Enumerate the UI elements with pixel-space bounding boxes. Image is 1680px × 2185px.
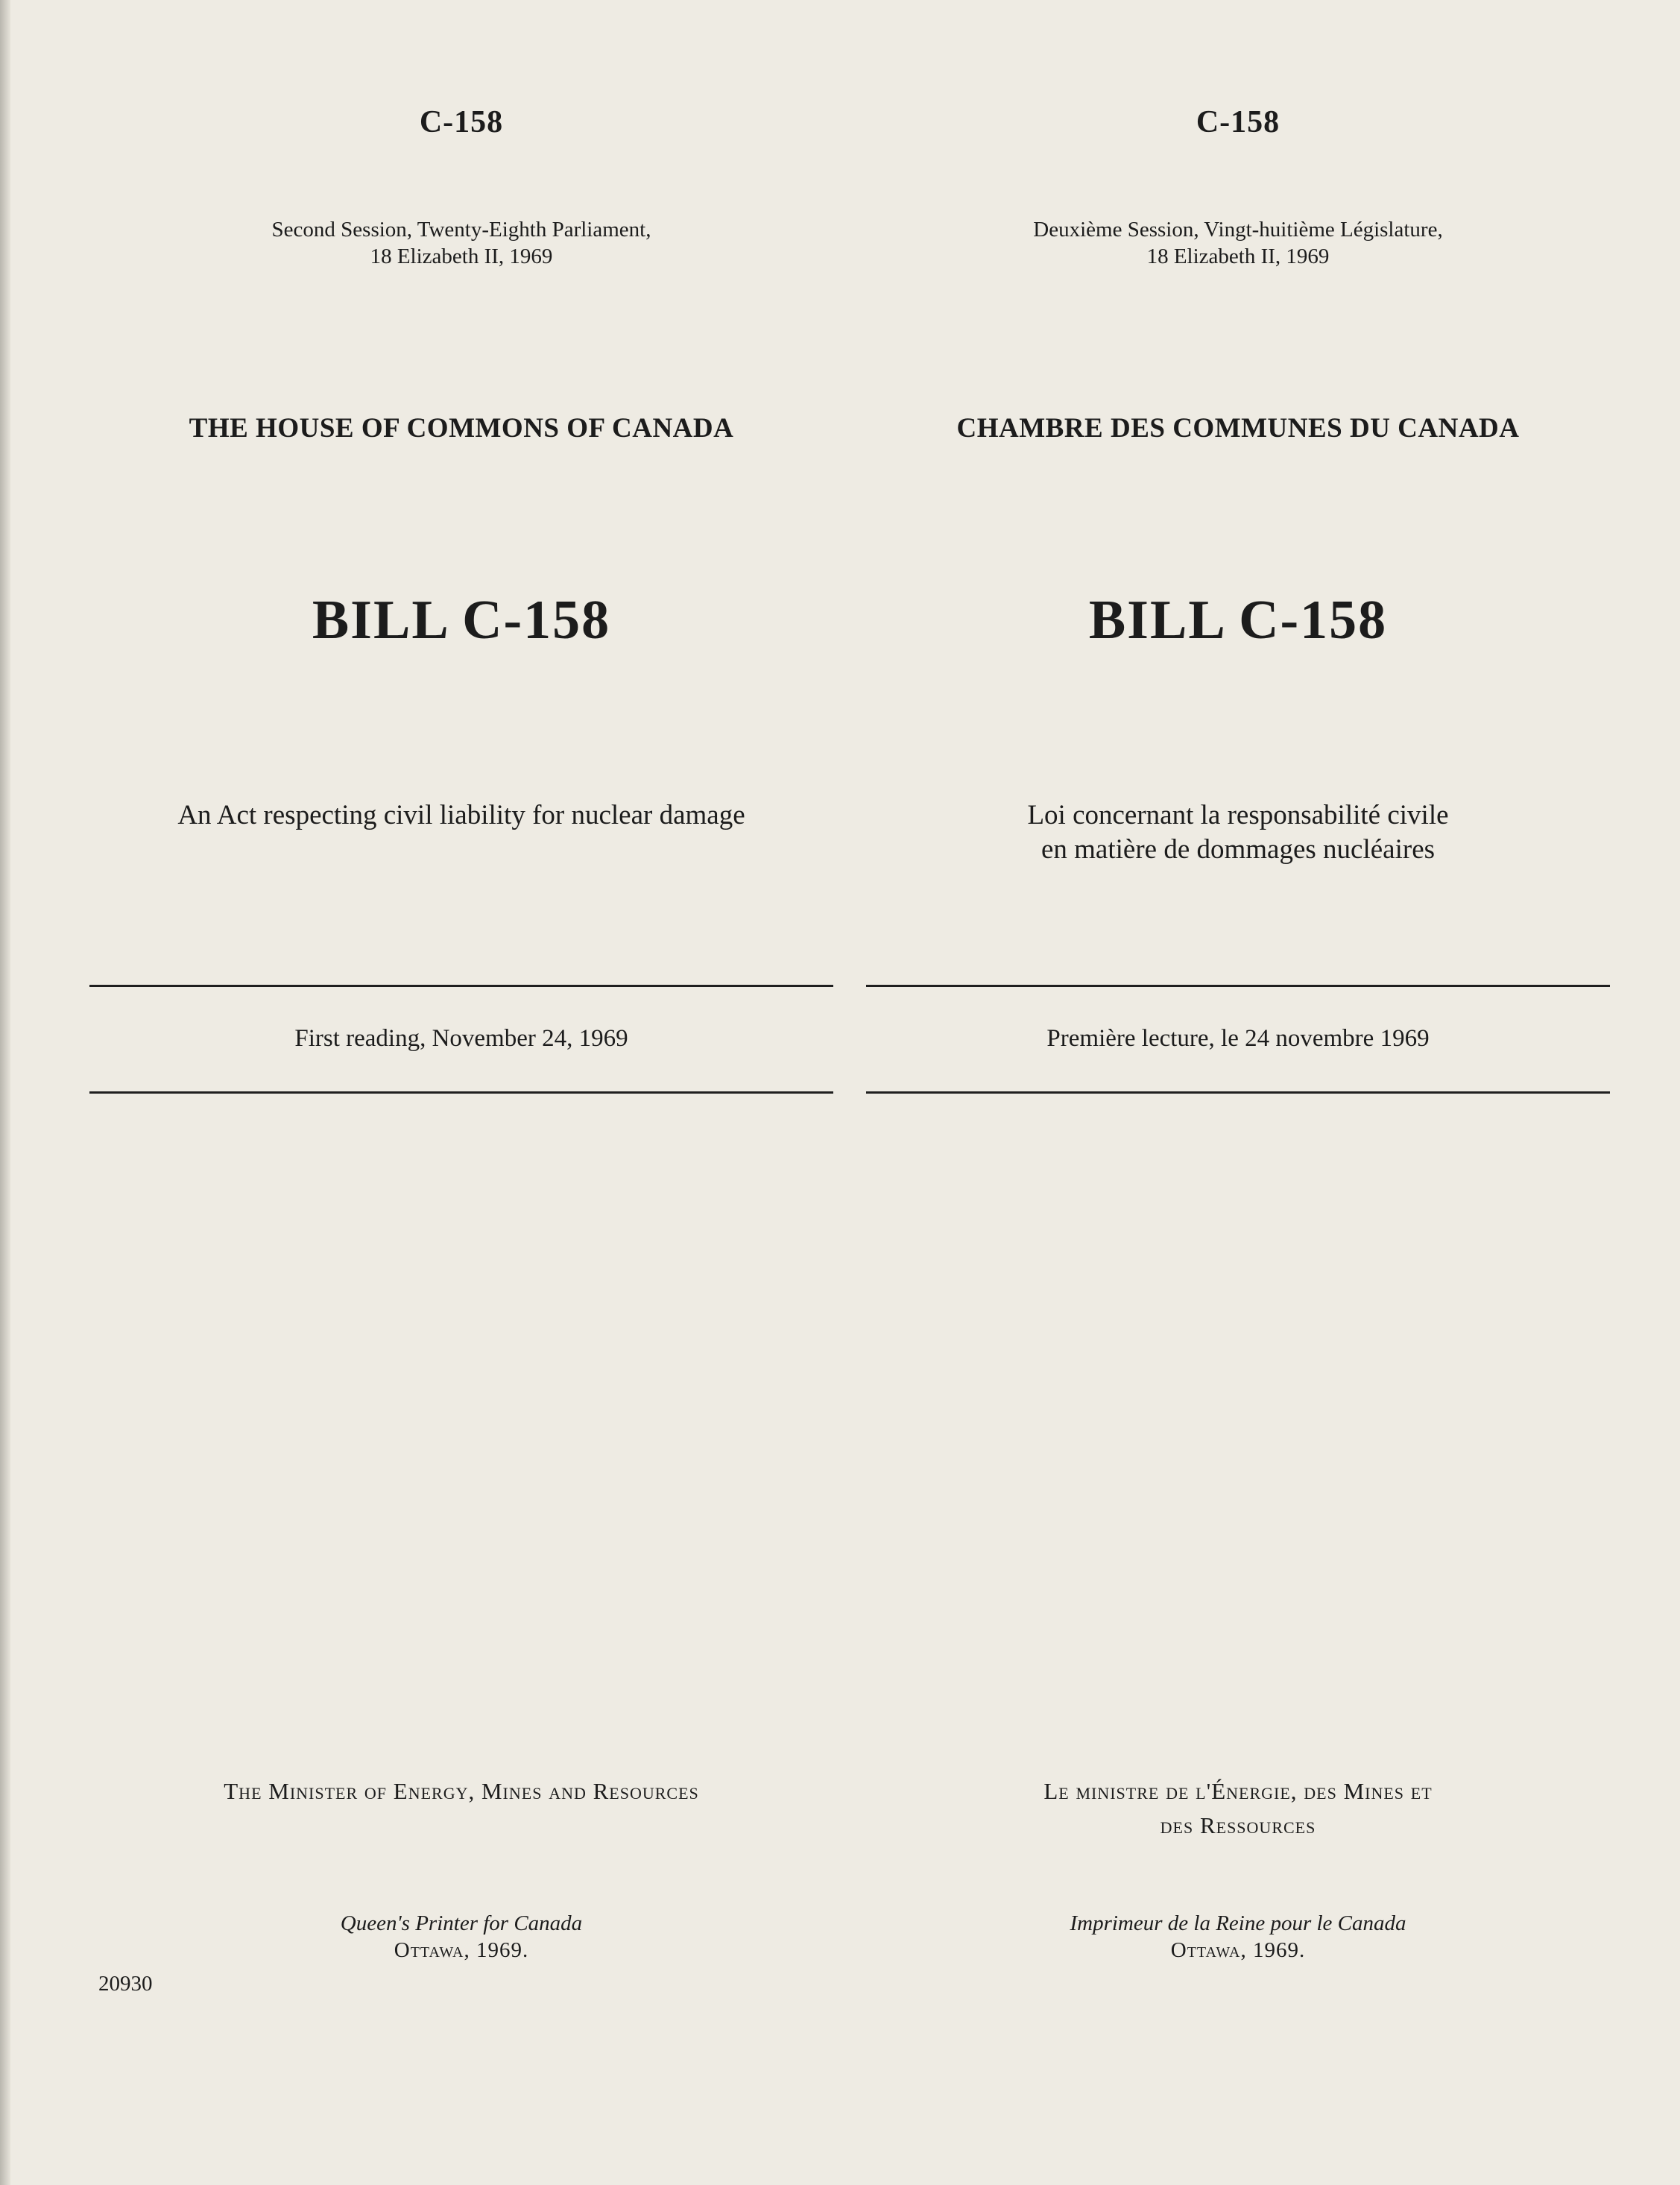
printer-name: Imprimeur de la Reine pour le Canada — [1070, 1911, 1406, 1935]
bill-code: C-158 — [1196, 105, 1280, 139]
page-edge — [0, 0, 10, 2185]
minister — [89, 1774, 833, 1809]
english-column — [89, 0, 833, 2185]
printer-place-year: Ottawa, 1969. — [394, 1938, 529, 1962]
minister-line: des Ressources — [1160, 1812, 1316, 1838]
bill-title: BILL C-158 — [312, 590, 611, 651]
first-reading: Première lecture, le 24 novembre 1969 — [1046, 1025, 1430, 1052]
session-line: Second Session, Twenty-Eighth Parliament, — [271, 218, 651, 242]
act-title-line: An Act respecting civil liability for nuclear damage — [177, 800, 745, 830]
bottom-divider — [89, 1091, 833, 1094]
session-line: Deuxième Session, Vingt-huitième Législature, — [1033, 218, 1443, 242]
document-number: 20930 — [98, 1972, 153, 1996]
first-reading: First reading, November 24, 1969 — [294, 1025, 628, 1052]
house-name: THE HOUSE OF COMMONS OF CANADA — [189, 413, 734, 444]
house-name: CHAMBRE DES COMMUNES DU CANADA — [956, 413, 1520, 444]
minister-line: Le ministre de l'Énergie, des Mines et — [1043, 1778, 1433, 1804]
session-info — [866, 216, 1610, 270]
bill-title: BILL C-158 — [1088, 590, 1388, 651]
french-column — [866, 0, 1610, 2185]
minister — [866, 1774, 1610, 1843]
session-year-line: 18 Elizabeth II, 1969 — [370, 245, 553, 268]
act-title — [89, 798, 833, 833]
act-title-line: Loi concernant la responsabilité civile — [1027, 800, 1449, 830]
printer-place-year: Ottawa, 1969. — [1170, 1938, 1306, 1962]
act-title — [866, 798, 1610, 867]
printer-info — [89, 1910, 833, 1964]
act-title-line: en matière de dommages nucléaires — [1040, 834, 1436, 865]
session-info — [89, 216, 833, 270]
printer-info — [866, 1910, 1610, 1964]
bottom-divider — [866, 1091, 1610, 1094]
session-year-line: 18 Elizabeth II, 1969 — [1146, 245, 1330, 268]
bill-code: C-158 — [419, 105, 504, 139]
top-divider — [866, 985, 1610, 987]
minister-line: The Minister of Energy, Mines and Resources — [224, 1778, 699, 1804]
top-divider — [89, 985, 833, 987]
printer-name: Queen's Printer for Canada — [340, 1911, 583, 1935]
